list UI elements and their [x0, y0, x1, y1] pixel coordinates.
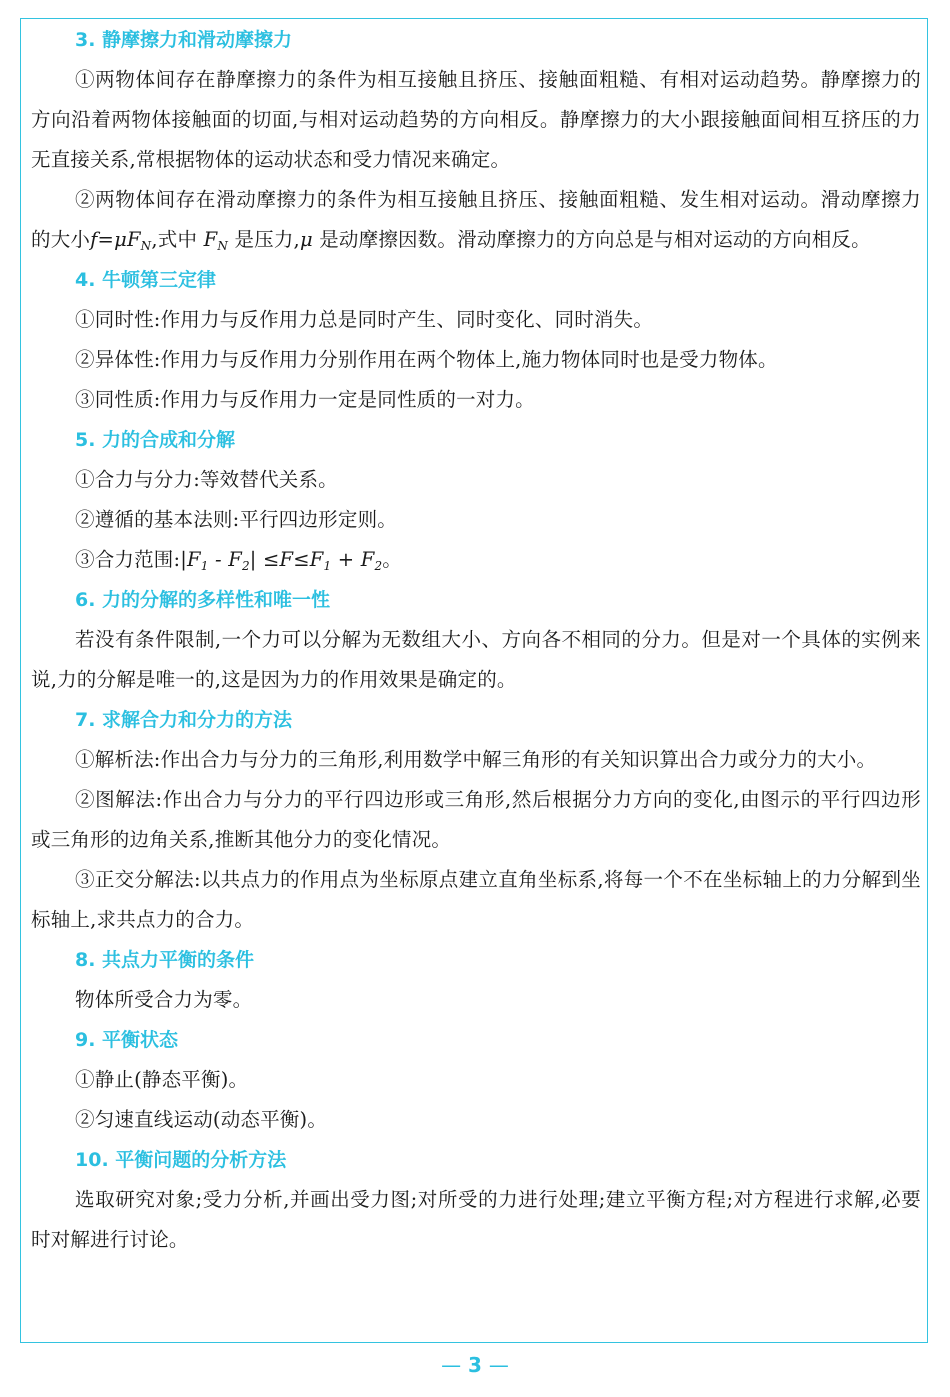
friction-formula: f=μF: [90, 228, 141, 251]
section-4-item-2: ②异体性:作用力与反作用力分别作用在两个物体上,施力物体同时也是受力物体。: [75, 348, 778, 371]
section-4-item-3: ③同性质:作用力与反作用力一定是同性质的一对力。: [75, 388, 535, 411]
section-9-item-1: ①静止(静态平衡)。: [75, 1068, 249, 1091]
section-8-title: 8. 共点力平衡的条件: [75, 949, 255, 971]
section-5-item-1: ①合力与分力:等效替代关系。: [75, 468, 338, 491]
section-10-para-1: 选取研究对象;受力分析,并画出受力图;对所受的力进行处理;建立平衡方程;对方程进行求解,必要时对解进行讨论。: [31, 1188, 921, 1251]
section-3-title: 3. 静摩擦力和滑动摩擦力: [75, 29, 293, 51]
section-7-item-2: ②图解法:作出合力与分力的平行四边形或三角形,然后根据分力方向的变化,由图示的平行四边形或三角形的边角关系,推断其他分力的变化情况。: [31, 788, 921, 851]
section-10-title: 10. 平衡问题的分析方法: [75, 1149, 287, 1171]
section-5-title: 5. 力的合成和分解: [75, 429, 236, 451]
section-8-para-1: 物体所受合力为零。: [75, 988, 253, 1011]
section-9-title: 9. 平衡状态: [75, 1029, 179, 1051]
section-4-item-1: ①同时性:作用力与反作用力总是同时产生、同时变化、同时消失。: [75, 308, 654, 331]
section-4-title: 4. 牛顿第三定律: [75, 269, 217, 291]
page-content: [31, 20, 921, 1260]
page-number: — 3 —: [441, 1353, 509, 1377]
section-5-item-3: ③合力范围$:|F_1 - F_2| \le F\le F_1 + F_2$。: [75, 548, 402, 573]
section-6-para-1: 若没有条件限制,一个力可以分解为无数组大小、方向各不相同的分力。但是对一个具体的实例来说,力的分解是唯一的,这是因为力的作用效果是确定的。: [31, 628, 921, 691]
section-7-item-3: ③正交分解法:以共点力的作用点为坐标原点建立直角坐标系,将每一个不在坐标轴上的力分解到坐标轴上,求共点力的合力。: [31, 868, 921, 931]
section-3-para-1: ①两物体间存在静摩擦力的条件为相互接触且挤压、接触面粗糙、有相对运动趋势。静摩擦力的方向沿着两物体接触面的切面,与相对运动趋势的方向相反。静摩擦力的大小跟接触面间相互挤压的力无直接关系,常根据物体的运动状态和受力情况来确定。: [31, 68, 921, 171]
section-5-item-2: ②遵循的基本法则:平行四边形定则。: [75, 508, 397, 531]
section-7-item-1: ①解析法:作出合力与分力的三角形,利用数学中解三角形的有关知识算出合力或分力的大小。: [75, 748, 877, 771]
resultant-range-formula: $|F_1 - F_2| \le F\le F_1 + F_2$: [180, 548, 383, 573]
section-3-para-2: ②两物体间存在滑动摩擦力的条件为相互接触且挤压、接触面粗糙、发生相对运动。滑动摩擦力的大小$f=\mu F_N$,式中 $F_N$ 是压力,μ 是动摩擦因数。滑动摩擦力的方向总是与相对运动的方向相反。: [31, 188, 921, 253]
section-9-item-2: ②匀速直线运动(动态平衡)。: [75, 1108, 328, 1131]
section-6-title: 6. 力的分解的多样性和唯一性: [75, 589, 331, 611]
section-7-title: 7. 求解合力和分力的方法: [75, 709, 293, 731]
